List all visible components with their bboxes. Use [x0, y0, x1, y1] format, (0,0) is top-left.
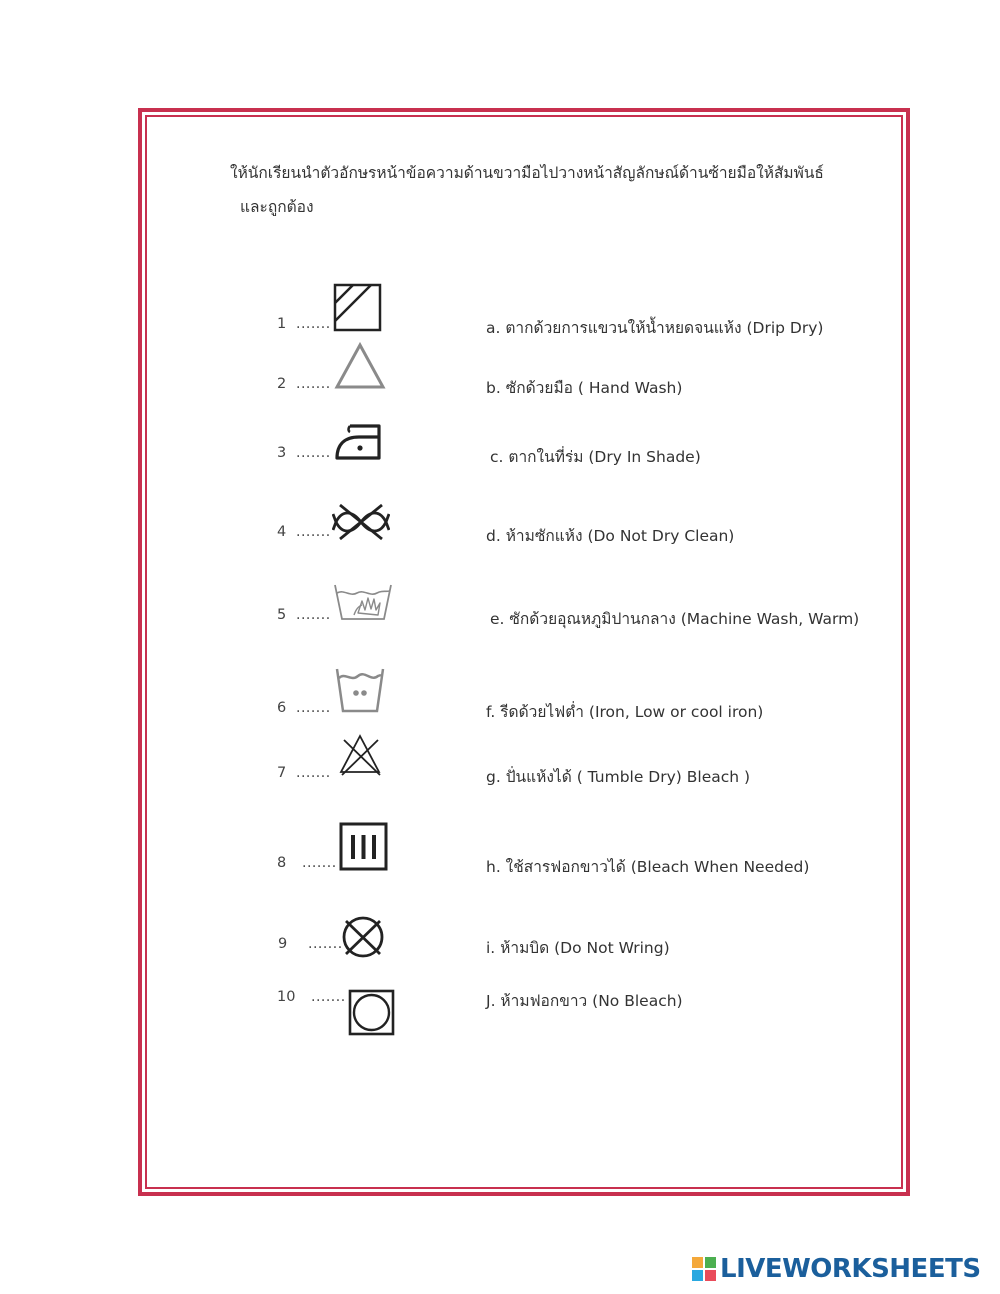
item-number-7: 7	[277, 765, 287, 781]
option-f: f. รีดด้วยไฟต่ำ (Iron, Low or cool iron)	[486, 703, 764, 721]
machine-wash-warm-icon	[334, 666, 386, 716]
option-h: h. ใช้สารฟอกขาวได้ (Bleach When Needed)	[486, 858, 810, 876]
tumble-dry-square-icon	[333, 283, 383, 333]
liveworksheets-logo	[692, 1252, 981, 1286]
liveworksheets-logo-icon	[692, 1257, 716, 1281]
answer-blank-1[interactable]: .......	[296, 316, 331, 332]
option-j: J. ห้ามฟอกขาว (No Bleach)	[486, 992, 683, 1010]
instruction-line-2: และถูกต้อง	[240, 198, 314, 216]
drip-dry-square-icon	[339, 822, 389, 872]
do-not-wring-icon	[332, 502, 390, 542]
option-c: c. ตากในที่ร่ม (Dry In Shade)	[490, 448, 701, 466]
option-i: i. ห้ามบิด (Do Not Wring)	[486, 939, 670, 957]
page-frame-inner	[145, 115, 903, 1189]
instruction-line-1: ให้นักเรียนนำตัวอักษรหน้าข้อความด้านขวามือไปวางหน้าสัญลักษณ์ด้านซ้ายมือให้สัมพันธ์	[230, 164, 824, 182]
no-bleach-icon	[338, 732, 384, 778]
instruction-text	[230, 156, 840, 224]
option-e: e. ซักด้วยอุณหภูมิปานกลาง (Machine Wash, Warm)	[490, 610, 860, 628]
answer-blank-2[interactable]: .......	[296, 376, 331, 392]
answer-blank-10[interactable]: .......	[311, 989, 346, 1005]
do-not-dry-clean-icon	[340, 913, 388, 961]
tumble-dry-circle-icon	[348, 989, 396, 1037]
item-number-4: 4	[277, 524, 287, 540]
answer-blank-6[interactable]: .......	[296, 700, 331, 716]
item-number-10: 10	[277, 989, 296, 1005]
answer-blank-5[interactable]: .......	[296, 607, 331, 623]
answer-blank-8[interactable]: .......	[302, 855, 337, 871]
option-d: d. ห้ามซักแห้ง (Do Not Dry Clean)	[486, 527, 735, 545]
item-number-3: 3	[277, 445, 287, 461]
answer-blank-7[interactable]: .......	[296, 765, 331, 781]
item-number-5: 5	[277, 607, 287, 623]
item-number-2: 2	[277, 376, 287, 392]
answer-blank-9[interactable]: .......	[308, 936, 343, 952]
bleach-triangle-icon	[334, 342, 386, 390]
item-number-9: 9	[278, 936, 288, 952]
iron-low-icon	[333, 420, 387, 462]
liveworksheets-wordmark: LIVEWORKSHEETS	[720, 1254, 981, 1284]
item-number-8: 8	[277, 855, 287, 871]
option-b: b. ซักด้วยมือ ( Hand Wash)	[486, 379, 683, 397]
answer-blank-3[interactable]: .......	[296, 445, 331, 461]
item-number-1: 1	[277, 316, 287, 332]
answer-blank-4[interactable]: .......	[296, 524, 331, 540]
item-number-6: 6	[277, 700, 287, 716]
hand-wash-tub-icon	[332, 579, 394, 623]
option-g: g. ปั่นแห้งได้ ( Tumble Dry) Bleach )	[486, 768, 751, 786]
option-a: a. ตากด้วยการแขวนให้น้ำหยดจนแห้ง (Drip Dry)	[486, 319, 824, 337]
